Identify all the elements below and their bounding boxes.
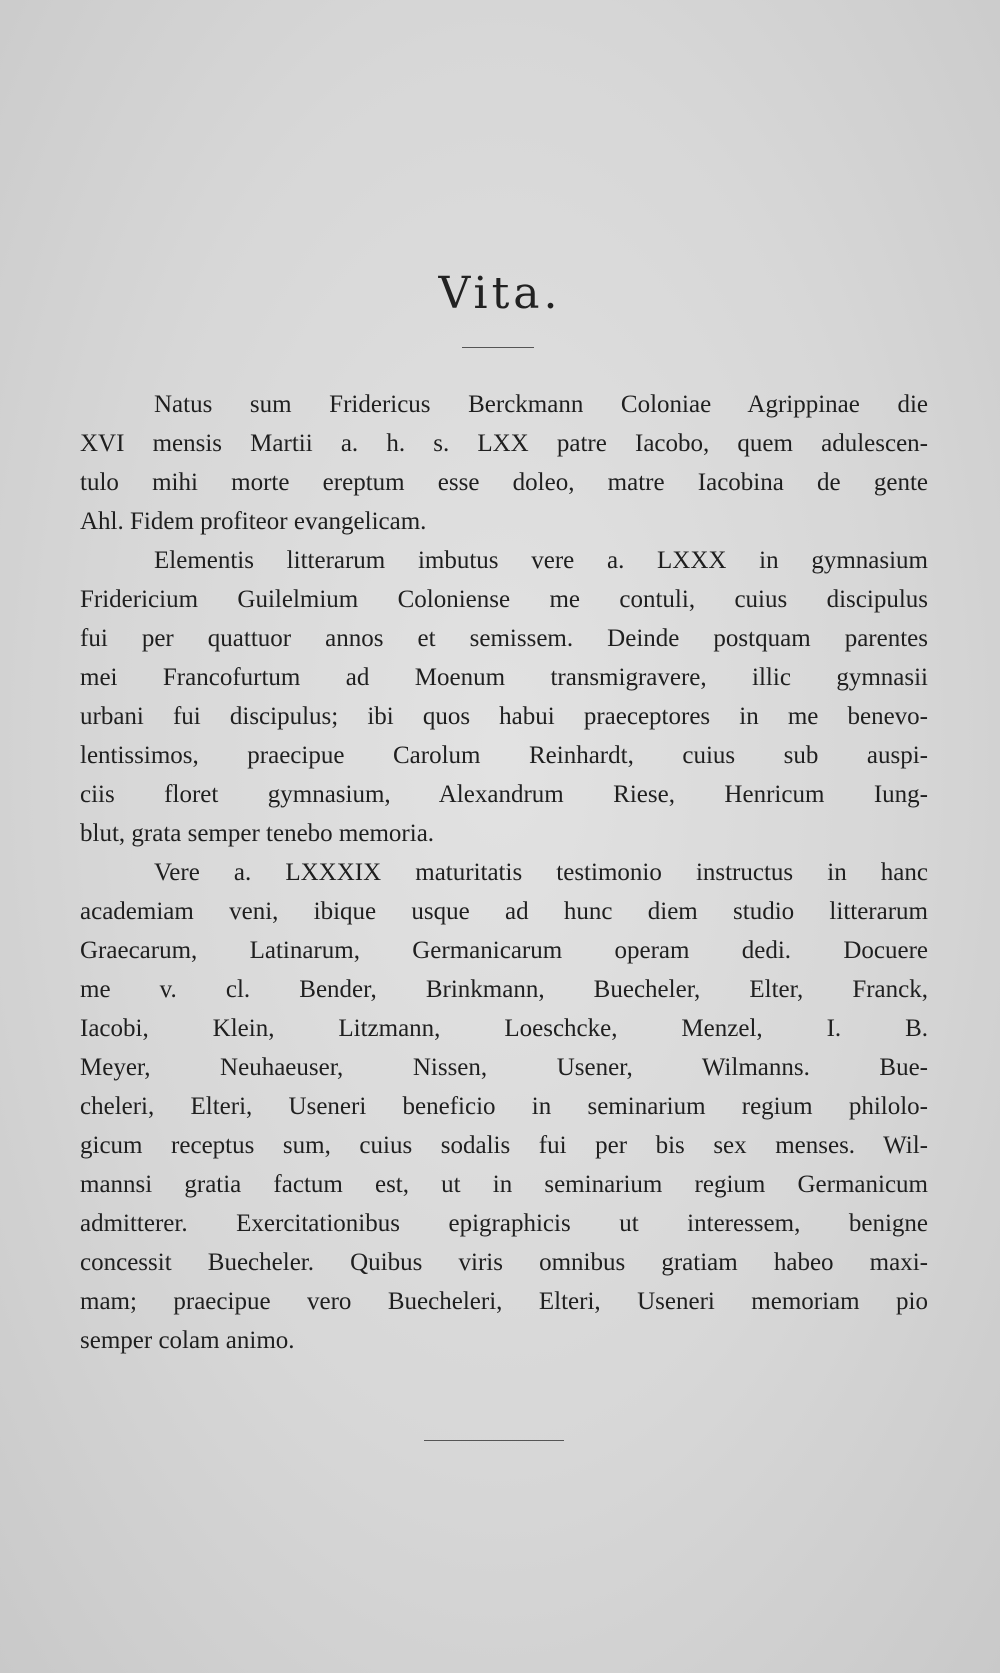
text-line: blut, grata semper tenebo memoria. (80, 820, 435, 847)
text-line: semper colam animo. (80, 1327, 295, 1354)
text-line: Graecarum, Latinarum, Germanicarum operam dedi. Docuere (80, 937, 928, 964)
text-line: fui per quattuor annos et semissem. Deinde postquam parentes (80, 625, 928, 652)
text-line: academiam veni, ibique usque ad hunc diem studio litterarum (80, 898, 928, 925)
text-line: tulo mihi morte ereptum esse doleo, matre Iacobina de gente (80, 469, 928, 496)
text-line: me v. cl. Bender, Brinkmann, Buecheler, Elter, Franck, (80, 976, 928, 1003)
text-line: admitterer. Exercitationibus epigraphicis ut interessem, benigne (80, 1210, 928, 1237)
text-line: Meyer, Neuhaeuser, Nissen, Usener, Wilmanns. Bue- (80, 1054, 928, 1081)
page-title: Vita. (438, 268, 562, 319)
body-text (80, 385, 928, 1360)
text-line: Elementis litterarum imbutus vere a. LXXX in gymnasium (154, 547, 928, 574)
title-rule (462, 347, 534, 348)
text-line: lentissimos, praecipue Carolum Reinhardt, cuius sub auspi- (80, 742, 928, 769)
text-line: Fridericium Guilelmium Coloniense me contuli, cuius discipulus (80, 586, 928, 613)
text-line: ciis floret gymnasium, Alexandrum Riese, Henricum Iung- (80, 781, 928, 808)
text-line: urbani fui discipulus; ibi quos habui praeceptores in me benevo- (80, 703, 928, 730)
text-line: mei Francofurtum ad Moenum transmigravere, illic gymnasii (80, 664, 928, 691)
text-line: Natus sum Fridericus Berckmann Coloniae Agrippinae die (154, 391, 928, 418)
text-line: gicum receptus sum, cuius sodalis fui per bis sex menses. Wil- (80, 1132, 928, 1159)
end-rule (424, 1440, 564, 1441)
text-line: cheleri, Elteri, Useneri beneficio in seminarium regium philolo- (80, 1093, 928, 1120)
text-line: XVI mensis Martii a. h. s. LXX patre Iacobo, quem adulescen- (80, 430, 928, 457)
text-line: Iacobi, Klein, Litzmann, Loeschcke, Menzel, I. B. (80, 1015, 928, 1042)
text-line: concessit Buecheler. Quibus viris omnibus gratiam habeo maxi- (80, 1249, 928, 1276)
text-line: Vere a. LXXXIX maturitatis testimonio instructus in hanc (154, 859, 928, 886)
text-line: mam; praecipue vero Buecheleri, Elteri, Useneri memoriam pio (80, 1288, 928, 1315)
text-line: mannsi gratia factum est, ut in seminarium regium Germanicum (80, 1171, 928, 1198)
text-line: Ahl. Fidem profiteor evangelicam. (80, 508, 427, 535)
